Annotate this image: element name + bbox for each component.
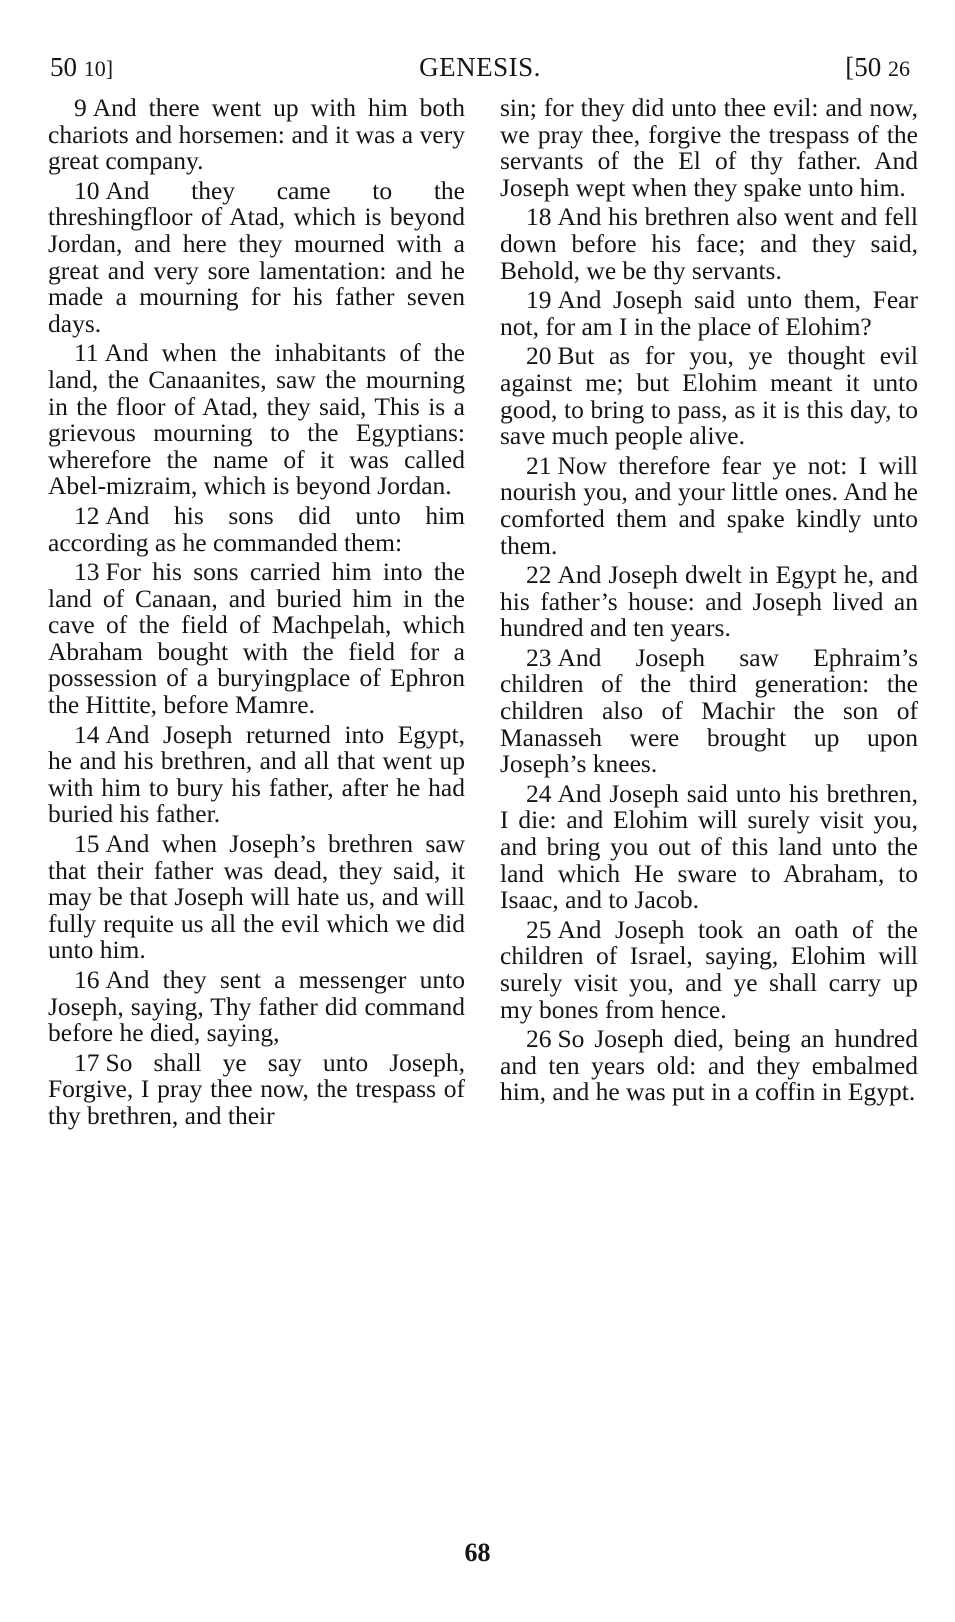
verse-text: And Joseph said unto them, Fear not, for am I in the place of Elohim? [500,285,918,341]
verse-number: 21 [526,450,552,480]
verse-text: And Joseph dwelt in Egypt he, and his father’s house: and Joseph lived an hundred and ten years. [500,560,918,643]
verse-text: So shall ye say unto Joseph, Forgive, I pray thee now, the trespass of thy brethren, and their [48,1047,465,1130]
verse-number: 23 [526,642,552,672]
verse-text: And Joseph said unto his brethren, I die: and Elohim will surely visit you, and bring you out of this land unto the land which He sware to Abraham, to Isaac, and to Jacob. [500,778,918,915]
verse [500,914,918,1024]
header-verse-range-end [845,52,910,83]
verse-number: 13 [74,557,100,587]
verse-number: 17 [74,1047,100,1077]
verse-continuation: sin; for they did unto thee evil: and now, we pray thee, forgive the trespass of the servants of the El of thy father. And Joseph wept when they spake unto him. [500,93,918,202]
header-verse-start: 10] [83,56,114,81]
verse [500,343,918,449]
verse-number: 24 [526,778,552,808]
verse [48,719,465,829]
verse-text: And Joseph returned into Egypt, he and his brethren, and all that went up with him to bury his father, after he had buried his father. [48,719,465,829]
verse-number: 26 [526,1024,552,1054]
verse-text: So Joseph died, being an hundred and ten years old: and they embalmed him, and he was put in a coffin in Egypt. [500,1024,918,1107]
header-chapter-end: [50 [845,52,882,82]
verse [48,559,465,719]
verse-text: And his brethren also went and fell down before his face; and they said, Behold, we be thy servants. [500,202,918,285]
verse [48,500,465,557]
verse [48,95,465,175]
verse-text: And Joseph saw Ephraim’s children of the third generation: the children also of Machir the son of Manasseh were brought up upon Joseph’s knees. [500,642,918,779]
verse [48,340,465,500]
verse [500,204,918,284]
verse [500,642,918,779]
verse [500,287,918,340]
verse-number: 10 [74,175,100,205]
verse-number: 15 [74,829,100,859]
verse-text: And Joseph took an oath of the children of Israel, saying, Elohim will surely visit you, and ye shall carry up my bones from hence. [500,914,918,1024]
verse-number: 20 [526,341,552,371]
verse-number: 19 [526,285,552,315]
verse-text: Now therefore fear ye not: I will nourish you, and your little ones. And he comforted them and spake kindly unto them. [500,450,918,560]
verse [48,1047,465,1130]
verse-number: 25 [526,914,552,944]
verse-number: 18 [526,202,552,232]
header-chapter-start: 50 [50,52,77,82]
verse [500,778,918,915]
verse-text: And there went up with him both chariots and horsemen: and it was a very great company. [48,93,465,176]
right-column [500,95,918,1109]
book-title: GENESIS. [419,52,541,82]
verse-text: And when Joseph’s brethren saw that their father was dead, they said, it may be that Joseph will hate us, and will fully requite us all the evil which we did unto him. [48,829,465,965]
verse [500,450,918,560]
verse [48,175,465,338]
verse-text: And they came to the threshingfloor of Atad, which is beyond Jordan, and here they mourned with a great and very sore lamentation: and he made a mourning for his father seven days. [48,175,465,338]
verse [500,562,918,642]
verse-number: 14 [74,719,100,749]
verse-number: 16 [74,965,100,994]
verse-text: And they sent a messenger unto Joseph, saying, Thy father did command before he died, saying, [48,965,465,1048]
header-verse-end: 26 [888,56,910,81]
verse-number: 11 [74,338,99,368]
verse [48,831,465,964]
verse-number: 12 [74,500,100,530]
verse-number: 9 [74,93,87,122]
verse-text: And his sons did unto him according as he commanded them: [48,500,465,557]
page-number: 68 [464,1538,491,1567]
verse [48,967,465,1047]
verse-number: 22 [526,560,552,590]
left-column [48,95,465,1133]
verse-text: For his sons carried him into the land of Canaan, and buried him in the cave of the field of Machpelah, which Abraham bought with the field for a possession of a buryingplace of Ephron the Hittite, before Mamre. [48,557,465,720]
verse-text: And when the inhabitants of the land, the Canaanites, saw the mourning in the floor of Atad, they said, This is a grievous mourning to the Egyptians: wherefore the name of it was called Abel-mizraim, which is beyond Jordan. [48,338,465,501]
verse-text: But as for you, ye thought evil against me; but Elohim meant it unto good, to bring to pass, as it is this day, to save much people alive. [500,341,918,451]
verse [500,1026,918,1106]
running-header [50,52,910,86]
